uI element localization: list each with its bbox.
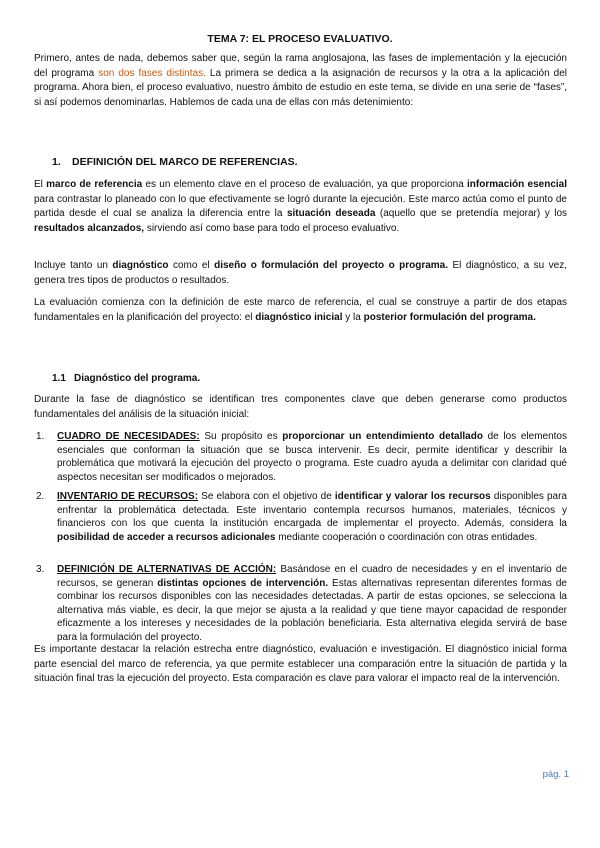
section-1-1-number: 1.1 <box>52 373 66 384</box>
section-1-paragraph-3: La evaluación comienza con la definición de este marco de referencia, el cual se construye a partir de dos etapas fundamentales en la planificación del proyecto: el diagnóstico inicial y la posterior formulación del programa. <box>34 297 567 323</box>
closing-paragraph: Es importante destacar la relación estrecha entre diagnóstico, evaluación e investigación. El diagnóstico inicial forma parte esencial del marco de referencia, ya que permite establecer una comparación entre la situación de partida y la situación final tras la ejecución del proyecto. Esta comparación es clave para valorar el impacto real de la intervención. <box>34 644 567 685</box>
list-item-resources: 2. INVENTARIO DE RECURSOS: Se elabora con el objetivo de identificar y valorar los recursos disponibles para enfrentar la problemática detectada. Este inventario contempla recursos humanos, materiales, técnicos y financieros con los que cuenta la institución encargada de implementar el proyecto. Además, considera la posibilidad de acceder a recursos adicionales mediante cooperación o coordinación con otras entidades. <box>36 491 567 543</box>
section-1-1-heading <box>52 373 200 384</box>
section-1-paragraph-1: El marco de referencia es un elemento clave en el proceso de evaluación, ya que proporciona información esencial para contrastar lo planeado con lo que efectivamente se logró durante la ejecución. Este marco actúa como el punto de partida desde el cual se analiza la diferencia entre la situación deseada (aquello que se pretendía mejorar) y los resultados alcanzados, sirviendo así como base para todo el proceso evaluativo. <box>34 179 568 234</box>
intro-text-b: La primera se dedica a la asignación de recursos y la otra a la aplicación del programa. Ahora bien, el proceso evaluativo, nuestro ámbito de estudio en este tema, se divide en una serie de “fases”, si así podemos denominarlas. Hablemos de cada una de ellas con más detenimiento: <box>34 67 567 108</box>
section-1-heading <box>52 156 298 168</box>
list-item-needs: 1. CUADRO DE NECESIDADES: Su propósito es proporcionar un entendimiento detallado de los elementos esenciales que conforman la situación que se busca intervenir. Es decir, permite identificar y describir la problemática que motivará la ejecución del proyecto o programa. Este cuadro ayuda a delimitar con claridad qué aspectos necesitan ser modificados o mejorados. <box>36 431 567 483</box>
section-1-number: 1. <box>52 156 61 168</box>
section-1-title: DEFINICIÓN DEL MARCO DE REFERENCIAS. <box>72 156 298 168</box>
document-title: TEMA 7: EL PROCESO EVALUATIVO. <box>207 33 393 45</box>
page-number: pág. 1 <box>542 769 569 780</box>
list-item-alternatives: 3. DEFINICIÓN DE ALTERNATIVAS DE ACCIÓN: Basándose en el cuadro de necesidades y en el inventario de recursos, se generan distintas opciones de intervención. Estas alternativas representan diferentes formas de combinar los recursos disponibles con las necesidades detectadas. A partir de estas opciones, se selecciona la alternativa más viable, es decir, la que mejor se ajusta a la realidad y que tiene mayor capacidad de responder eficazmente a los intereses y necesidades de la población beneficiaria. Esta alternativa elegida servirá de base para la formulación del proyecto. <box>36 564 568 643</box>
section-1-paragraph-2: Incluye tanto un diagnóstico como el diseño o formulación del proyecto o programa. El diagnóstico, a su vez, genera tres tipos de productos o resultados. <box>34 260 567 286</box>
intro-highlight: son dos fases distintas. <box>98 67 206 79</box>
section-1-1-intro: Durante la fase de diagnóstico se identifican tres componentes clave que deben generarse como productos fundamentales del análisis de la situación inicial: <box>34 394 567 420</box>
intro-text-a: Primero, antes de nada, debemos saber que, según la rama anglosajona, las fases de implementación y la ejecución del programa <box>34 53 567 79</box>
section-1-1-title: Diagnóstico del programa. <box>74 373 201 384</box>
intro-paragraph <box>34 52 567 110</box>
